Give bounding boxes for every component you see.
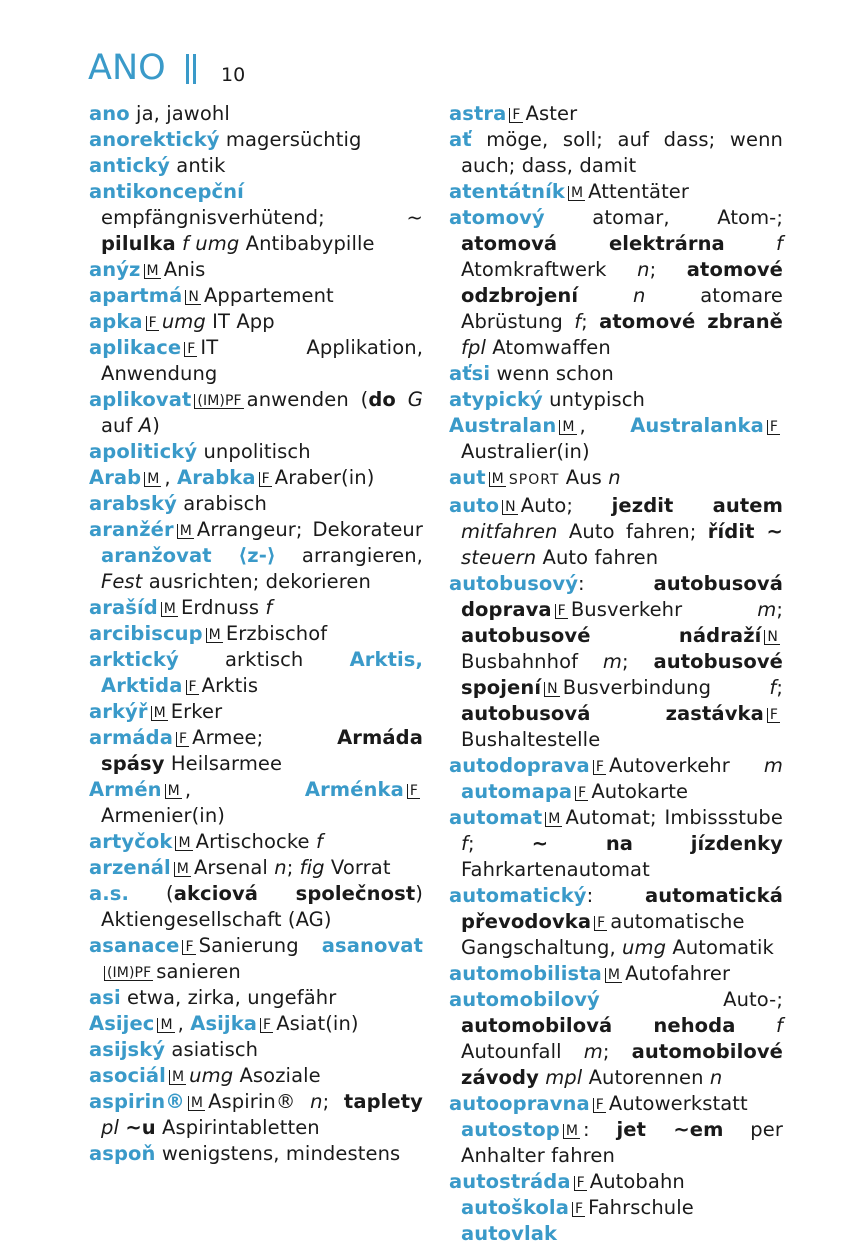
entry-text: ) Aktiengesellschaft (AG)	[101, 882, 423, 931]
grammar-note: f	[315, 830, 323, 853]
gender-marker: N	[502, 500, 518, 515]
gender-marker: M	[144, 472, 161, 487]
domain-label: SPORT	[508, 472, 560, 488]
entry-text	[396, 388, 408, 411]
entry-text: Auto;	[520, 494, 612, 517]
phrase: autobusová zastávka	[461, 702, 764, 725]
headword: aranžér	[89, 518, 174, 541]
grammar-note: G	[407, 388, 423, 411]
entry-text: auf	[101, 414, 139, 437]
entry-text: Automat; Imbissstube	[565, 806, 783, 829]
entry-text: Autorennen	[582, 1066, 710, 1089]
dictionary-entry	[89, 491, 423, 517]
grammar-note: f	[574, 310, 582, 333]
dictionary-entry	[89, 439, 423, 465]
headword: armáda	[89, 726, 173, 749]
left-column	[89, 101, 423, 1167]
phrase: atomové odzbrojení	[461, 258, 783, 307]
gender-marker: M	[563, 1124, 580, 1139]
phrase: jet ~em	[616, 1118, 724, 1141]
grammar-note: f	[776, 232, 783, 255]
dictionary-entry	[449, 987, 783, 1091]
entry-text: Busverbindung	[562, 676, 770, 699]
grammar-note: umg	[189, 1064, 234, 1087]
gender-marker: (IM)PF	[104, 966, 153, 981]
headword: aut	[449, 466, 486, 489]
gender-marker: F	[555, 604, 568, 619]
dictionary-entry	[449, 127, 783, 179]
dictionary-entry	[89, 517, 423, 595]
grammar-note: mpl	[545, 1066, 583, 1089]
phrase: automobilové závody	[461, 1040, 783, 1089]
running-head-divider	[186, 54, 189, 84]
phrase: ~u	[125, 1116, 156, 1139]
dictionary-entry	[449, 387, 783, 413]
phrase: autobusové nádraží	[461, 624, 762, 647]
dictionary-entry	[449, 101, 783, 127]
headword: anorektický	[89, 128, 220, 151]
dictionary-entry	[89, 387, 423, 439]
entry-text: ;	[622, 650, 654, 673]
phrase: automatická převodovka	[461, 884, 783, 933]
entry-text: Attentäter	[588, 180, 690, 203]
entry-text: Armee;	[192, 726, 338, 749]
phrase: Armáda spásy	[101, 726, 423, 775]
headword: ať	[449, 128, 472, 151]
entry-text: Aspirin®	[208, 1090, 311, 1113]
entry-text: antik	[170, 154, 226, 177]
gender-marker: M	[489, 472, 506, 487]
right-column	[449, 101, 783, 1247]
grammar-note: f	[461, 832, 468, 855]
headword: Arab	[89, 466, 142, 489]
headword: arcibiscup	[89, 622, 203, 645]
entry-text	[736, 1014, 777, 1037]
headword: automobilista	[449, 962, 602, 985]
headword: automatický	[449, 884, 587, 907]
dictionary-entry	[89, 1037, 423, 1063]
entry-text: Fahrschule	[588, 1196, 694, 1219]
gender-marker: M	[157, 1018, 174, 1033]
headword: Arktis, Arktida	[101, 648, 423, 697]
entry-text: Armenier(in)	[101, 804, 225, 827]
dictionary-entry	[89, 881, 423, 933]
entry-text: arabisch	[176, 492, 267, 515]
entry-text: Erker	[170, 700, 223, 723]
headword: autostráda	[449, 1170, 571, 1193]
grammar-note: Fest	[101, 570, 143, 593]
dictionary-entry	[449, 571, 783, 753]
gender-marker: F	[259, 472, 272, 487]
gender-marker: F	[593, 1098, 606, 1113]
entry-text: per Anhalter fahren	[461, 1118, 784, 1167]
headword: aranžovat ⟨z-⟩	[101, 544, 276, 567]
entry-text: möge, soll; auf dass; wenn auch; dass, damit	[461, 128, 783, 177]
headword: apka	[89, 310, 143, 333]
entry-text: Autokarte	[591, 780, 689, 803]
headword: atypický	[449, 388, 543, 411]
grammar-note: m	[602, 650, 622, 673]
headword: Asijec	[89, 1012, 155, 1035]
gender-marker: N	[544, 682, 560, 697]
gender-marker: M	[161, 602, 178, 617]
dictionary-entry	[89, 309, 423, 335]
gender-marker: F	[767, 420, 780, 435]
headword: antikoncepční	[89, 180, 244, 203]
entry-text: Heilsarmee	[164, 752, 283, 775]
running-head-word: ANO	[88, 48, 166, 88]
grammar-note: n	[274, 856, 287, 879]
dictionary-entry	[449, 465, 783, 493]
gender-marker: F	[767, 708, 780, 723]
gender-marker: M	[175, 836, 192, 851]
dictionary-entry	[449, 961, 783, 987]
headword: autoopravna	[449, 1092, 590, 1115]
dictionary-entry	[89, 283, 423, 309]
entry-text: Fahrkartenautomat	[461, 858, 650, 881]
headword: arabský	[89, 492, 177, 515]
entry-text: ,	[579, 414, 631, 437]
headword: aspirin®	[89, 1090, 185, 1113]
running-head-divider-second	[193, 54, 196, 84]
grammar-note: fpl	[461, 336, 486, 359]
entry-text: ;	[776, 676, 783, 699]
gender-marker: F	[176, 732, 189, 747]
entry-text: wenigstens, mindestens	[155, 1142, 401, 1165]
headword: autoškola	[461, 1196, 569, 1219]
entry-text: Aspirintabletten	[155, 1116, 320, 1139]
entry-text: Autounfall	[461, 1040, 584, 1063]
dictionary-entry	[449, 883, 783, 961]
gender-marker: F	[593, 760, 606, 775]
entry-text: :	[583, 1118, 617, 1141]
entry-text: sanieren	[156, 960, 241, 983]
gender-marker: F	[509, 108, 522, 123]
headword: apartmá	[89, 284, 183, 307]
entry-text: Atomwaffen	[485, 336, 611, 359]
gender-marker: M	[568, 186, 585, 201]
headword: Australan	[449, 414, 557, 437]
headword: asanovat	[321, 934, 423, 957]
entry-text: Araber(in)	[274, 466, 375, 489]
entry-text: anwenden (	[246, 388, 369, 411]
grammar-note: n	[709, 1066, 723, 1089]
entry-text: Artischocke	[195, 830, 316, 853]
headword: aplikace	[89, 336, 182, 359]
grammar-note: n	[637, 258, 650, 281]
entry-text: Autofahrer	[625, 962, 731, 985]
grammar-note: pl	[101, 1116, 119, 1139]
gender-marker: F	[594, 916, 607, 931]
headword: automat	[449, 806, 543, 829]
entry-text: ;	[776, 598, 783, 621]
grammar-note: n	[608, 466, 621, 489]
entry-text: asiatisch	[165, 1038, 259, 1061]
dictionary-entry	[89, 725, 423, 777]
entry-text: Sanierung	[198, 934, 322, 957]
entry-text: Auto fahren	[536, 546, 659, 569]
gender-marker: F	[260, 1018, 273, 1033]
grammar-note: steuern	[461, 546, 537, 569]
headword: automobilový	[449, 988, 600, 1011]
phrase: atomové zbraně	[599, 310, 783, 333]
dictionary-entry	[89, 647, 423, 699]
gender-marker: F	[186, 680, 199, 695]
dictionary-entry	[89, 621, 423, 647]
entry-text: Autowerkstatt	[608, 1092, 748, 1115]
entry-text: Auto fahren;	[557, 520, 708, 543]
entry-text: Antibabypille	[239, 232, 375, 255]
entry-text: Arrangeur; Dekorateur	[196, 518, 423, 541]
headword: apolitický	[89, 440, 198, 463]
headword: astra	[449, 102, 507, 125]
entry-text: Appartement	[203, 284, 334, 307]
dictionary-entry	[89, 153, 423, 179]
grammar-note: umg	[161, 310, 206, 333]
entry-text	[725, 232, 776, 255]
gender-marker: M	[151, 706, 168, 721]
entry-text: arktisch	[178, 648, 350, 671]
entry-text: Auto-;	[599, 988, 783, 1011]
dictionary-entry	[89, 335, 423, 387]
dictionary-entry	[449, 493, 783, 571]
headword: asociál	[89, 1064, 166, 1087]
grammar-note: m	[763, 754, 783, 777]
headword: Arabka	[177, 466, 256, 489]
entry-text: ;	[467, 832, 532, 855]
entry-text: )	[152, 414, 160, 437]
entry-text: atomar, Atom-;	[544, 206, 783, 229]
grammar-note: umg	[622, 936, 667, 959]
grammar-note: n	[310, 1090, 323, 1113]
dictionary-entry	[89, 595, 423, 621]
headword: arašíd	[89, 596, 158, 619]
dictionary-entry	[89, 829, 423, 855]
phrase: autobusové spojení	[461, 650, 783, 699]
dictionary-entry	[449, 413, 783, 465]
grammar-note: mitfahren	[461, 520, 558, 543]
headword: automapa	[461, 780, 573, 803]
dictionary-entry	[89, 699, 423, 725]
entry-text: Atomkraftwerk	[461, 258, 638, 281]
grammar-note: n	[632, 284, 646, 307]
entry-text: ;	[286, 856, 300, 879]
entry-text: atomare Abrüstung	[461, 284, 783, 333]
entry-text: Autoverkehr	[608, 754, 764, 777]
phrase: jezdit autem	[611, 494, 783, 517]
gender-marker: M	[144, 264, 161, 279]
gender-marker: M	[174, 862, 191, 877]
gender-marker: M	[559, 420, 576, 435]
entry-text: ;	[322, 1090, 344, 1113]
dictionary-entry	[89, 777, 423, 829]
dictionary-entry	[89, 465, 423, 491]
headword: arzenál	[89, 856, 171, 879]
dictionary-entry	[89, 933, 423, 985]
phrase: automobilová nehoda	[461, 1014, 736, 1037]
phrase: taplety	[343, 1090, 423, 1113]
entry-text: IT App	[205, 310, 275, 333]
entry-text: ja, jawohl	[129, 102, 230, 125]
entry-text: Busverkehr	[570, 598, 758, 621]
headword: autovlak	[461, 1222, 558, 1245]
headword: aplikovat	[89, 388, 192, 411]
gender-marker: M	[169, 1070, 186, 1085]
entry-text: wenn schon	[490, 362, 614, 385]
headword: asi	[89, 986, 121, 1009]
headword: artyčok	[89, 830, 173, 853]
entry-text: empfängnisverhütend; ~	[101, 206, 423, 229]
entry-text: untypisch	[542, 388, 646, 411]
entry-text: IT Applikation, Anwendung	[101, 336, 423, 385]
dictionary-entry	[449, 205, 783, 361]
headword: autodoprava	[449, 754, 590, 777]
entry-text: ,	[184, 778, 305, 801]
headword: Armén	[89, 778, 162, 801]
entry-text: unpolitisch	[197, 440, 311, 463]
grammar-note: A	[138, 414, 153, 437]
gender-marker: F	[184, 342, 197, 357]
entry-text: Vorrat	[324, 856, 391, 879]
entry-text: ,	[164, 466, 178, 489]
gender-marker: M	[177, 524, 194, 539]
gender-marker: F	[574, 1176, 587, 1191]
headword: aťsi	[449, 362, 491, 385]
entry-text: automatische Gangschaltung,	[461, 910, 745, 959]
gender-marker: M	[545, 812, 562, 827]
dictionary-entry	[89, 985, 423, 1011]
entry-text: :	[578, 572, 654, 595]
gender-marker: F	[146, 316, 159, 331]
entry-text: Automatik	[666, 936, 774, 959]
dictionary-entry	[449, 753, 783, 805]
gender-marker: N	[185, 290, 201, 305]
headword: arkýř	[89, 700, 148, 723]
headword: aspoň	[89, 1142, 156, 1165]
headword: atentátník	[449, 180, 565, 203]
entry-text: arrangieren,	[275, 544, 423, 567]
entry-text: etwa, zirka, ungefähr	[120, 986, 337, 1009]
entry-text: Bushaltestelle	[461, 728, 601, 751]
dictionary-entry	[89, 127, 423, 153]
grammar-note: f umg	[182, 232, 240, 255]
entry-text: Asiat(in)	[276, 1012, 359, 1035]
dictionary-entry	[89, 1141, 423, 1167]
headword: arktický	[89, 648, 179, 671]
phrase: pilulka	[101, 232, 176, 255]
dictionary-entry	[89, 101, 423, 127]
headword: asanace	[89, 934, 180, 957]
dictionary-entry	[449, 179, 783, 205]
gender-marker: F	[407, 784, 420, 799]
phrase: do	[368, 388, 396, 411]
grammar-note: f	[769, 676, 777, 699]
page-number: 10	[221, 64, 246, 86]
dictionary-entry	[89, 179, 423, 257]
entry-text: Arsenal	[193, 856, 275, 879]
entry-text: ;	[602, 1040, 632, 1063]
headword: anýz	[89, 258, 141, 281]
phrase: akciová společnost	[173, 882, 416, 905]
gender-marker: M	[188, 1096, 205, 1111]
entry-text	[578, 284, 633, 307]
gender-marker: F	[575, 786, 588, 801]
headword: ano	[89, 102, 130, 125]
headword: asijský	[89, 1038, 166, 1061]
entry-text: Busbahnhof	[461, 650, 603, 673]
entry-text: Asoziale	[233, 1064, 321, 1087]
headword: auto	[449, 494, 500, 517]
headword: Arménka	[304, 778, 404, 801]
entry-text: Aster	[525, 102, 578, 125]
gender-marker: (IM)PF	[194, 394, 243, 409]
gender-marker: F	[182, 940, 195, 955]
headword: autostop	[461, 1118, 560, 1141]
dictionary-entry	[89, 1089, 423, 1141]
gender-marker: M	[605, 968, 622, 983]
phrase: atomová elektrárna	[461, 232, 725, 255]
headword: atomový	[449, 206, 545, 229]
gender-marker: M	[206, 628, 223, 643]
phrase: ~ na jízdenky	[531, 832, 783, 855]
entry-text: Aus	[559, 466, 609, 489]
entry-text: magersüchtig	[219, 128, 362, 151]
entry-text: ;	[649, 258, 687, 281]
grammar-note: m	[583, 1040, 603, 1063]
grammar-note: f	[265, 596, 273, 619]
headword: Asijka	[190, 1012, 258, 1035]
gender-marker: N	[764, 630, 780, 645]
headword: antický	[89, 154, 170, 177]
entry-text: Erzbischof	[225, 622, 328, 645]
entry-text: Arktis	[201, 674, 259, 697]
headword: Australanka	[630, 414, 764, 437]
grammar-note: fig	[299, 856, 325, 879]
dictionary-entry	[89, 855, 423, 881]
phrase: řídit ~	[707, 520, 783, 543]
dictionary-entry	[89, 1063, 423, 1089]
dictionary-entry	[89, 1011, 423, 1037]
entry-text: Autobahn	[589, 1170, 685, 1193]
entry-text: Anis	[163, 258, 206, 281]
dictionary-entry	[89, 257, 423, 283]
entry-text: ausrichten; dekorieren	[142, 570, 371, 593]
phrase: autobusová doprava	[461, 572, 783, 621]
entry-text: (	[128, 882, 174, 905]
entry-text: ,	[177, 1012, 191, 1035]
entry-text: Australier(in)	[461, 440, 590, 463]
entry-text: :	[586, 884, 645, 907]
headword: a.s.	[89, 882, 129, 905]
dictionary-entry	[449, 361, 783, 387]
dictionary-entry	[449, 1091, 783, 1169]
dictionary-entry	[449, 805, 783, 883]
grammar-note: f	[776, 1014, 783, 1037]
gender-marker: F	[572, 1202, 585, 1217]
entry-text: Erdnuss	[180, 596, 266, 619]
entry-text: ;	[581, 310, 600, 333]
grammar-note: m	[757, 598, 777, 621]
headword: autobusový	[449, 572, 579, 595]
dictionary-entry	[449, 1169, 783, 1247]
gender-marker: M	[165, 784, 182, 799]
